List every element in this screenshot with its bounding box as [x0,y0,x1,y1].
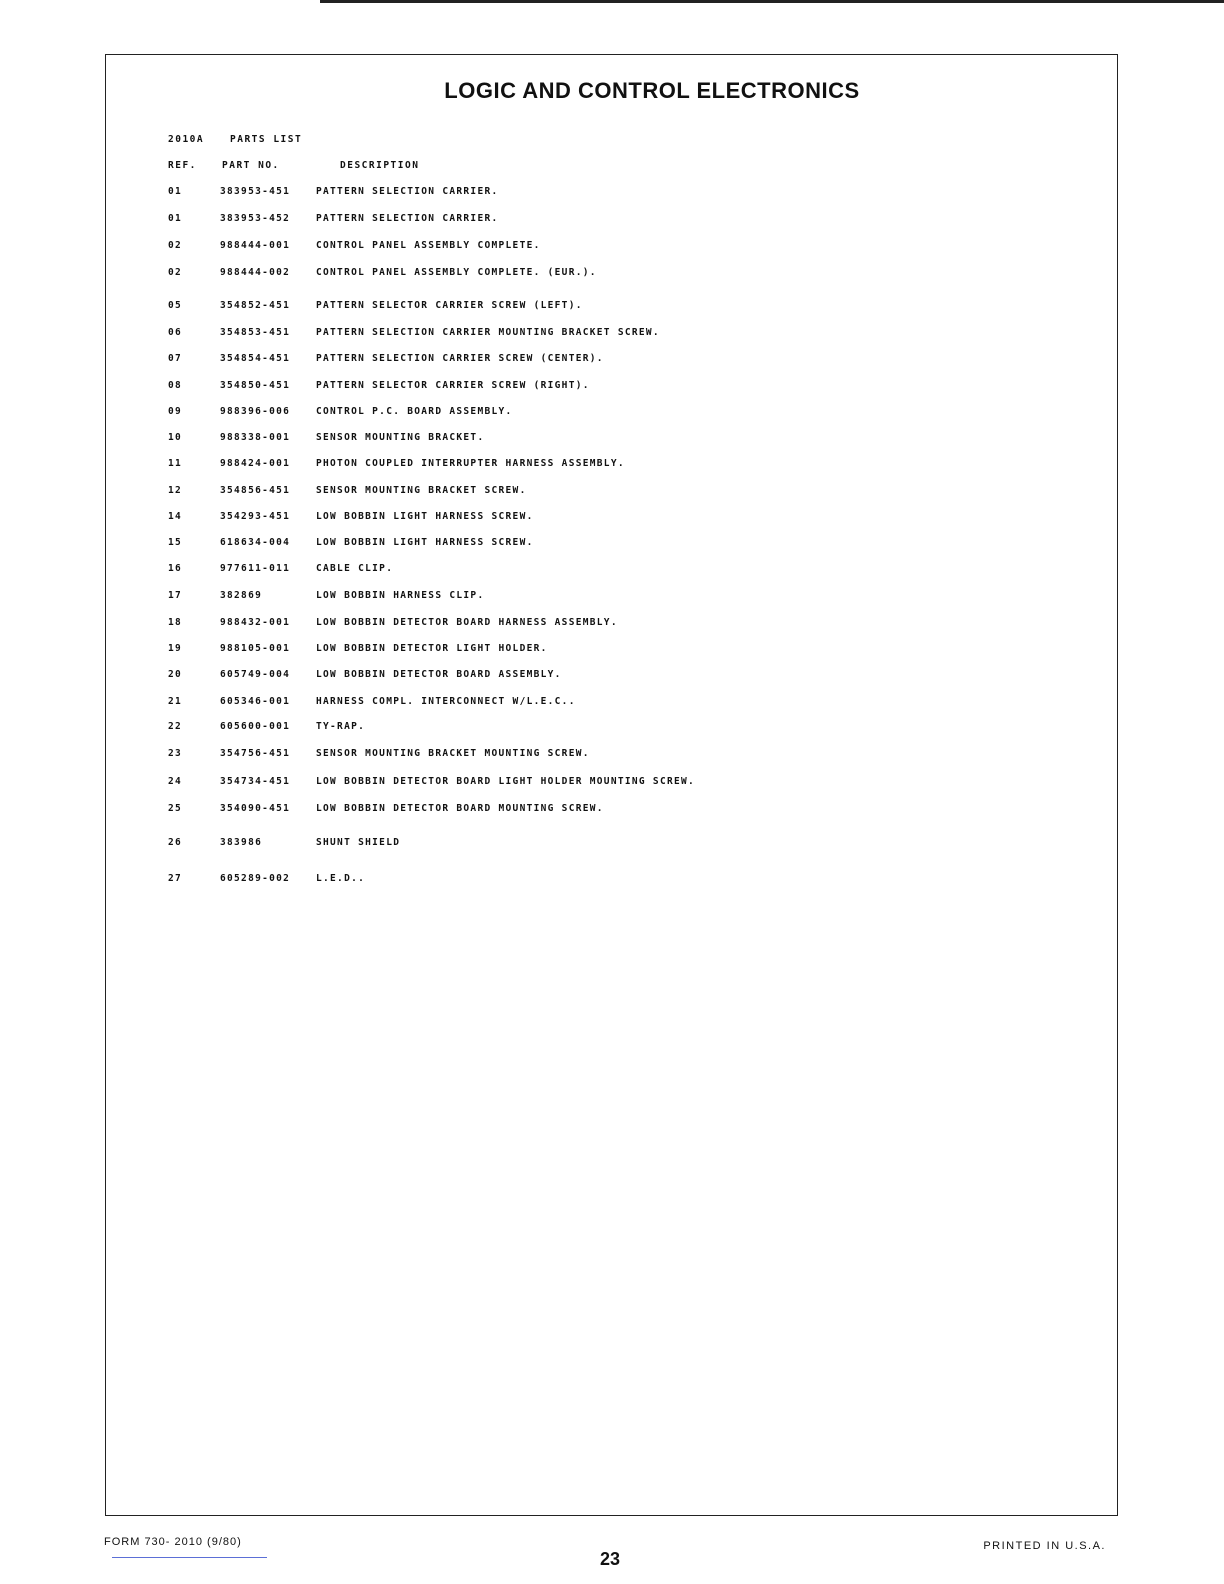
printed-in: PRINTED IN U.S.A. [983,1540,1106,1552]
part-number-cell: 354756-451 [220,748,291,759]
ref-cell: 20 [168,669,183,680]
part-number-cell: 988424-001 [220,458,291,469]
description-cell: HARNESS COMPL. INTERCONNECT W/L.E.C.. [316,696,576,707]
ref-cell: 15 [168,537,183,548]
part-number-cell: 354854-451 [220,353,291,364]
description-cell: CONTROL P.C. BOARD ASSEMBLY. [316,406,513,417]
description-cell: CABLE CLIP. [316,563,394,574]
model-number: 2010A [168,134,205,145]
ref-cell: 02 [168,240,183,251]
description-cell: PATTERN SELECTION CARRIER. [316,186,499,197]
description-cell: L.E.D.. [316,873,366,884]
ref-cell: 02 [168,267,183,278]
description-cell: LOW BOBBIN HARNESS CLIP. [316,590,485,601]
table-row [168,721,868,735]
ref-cell: 23 [168,748,183,759]
description-cell: LOW BOBBIN DETECTOR BOARD MOUNTING SCREW. [316,803,604,814]
table-row [168,617,868,631]
part-number-cell: 382869 [220,590,263,601]
part-number-cell: 605600-001 [220,721,291,732]
table-row [168,803,868,817]
table-row [168,669,868,683]
table-row [168,432,868,446]
part-number-cell: 354852-451 [220,300,291,311]
table-row [168,873,868,887]
ref-cell: 09 [168,406,183,417]
description-cell: PATTERN SELECTION CARRIER. [316,213,499,224]
part-number-cell: 988105-001 [220,643,291,654]
table-row [168,837,868,851]
part-number-cell: 354090-451 [220,803,291,814]
table-row [168,406,868,420]
part-number-cell: 354293-451 [220,511,291,522]
ref-cell: 01 [168,186,183,197]
part-number-cell: 354853-451 [220,327,291,338]
table-row [168,643,868,657]
table-row [168,748,868,762]
description-cell: SHUNT SHIELD [316,837,401,848]
part-number-cell: 354850-451 [220,380,291,391]
ref-cell: 06 [168,327,183,338]
part-number-cell: 988338-001 [220,432,291,443]
part-number-cell: 988396-006 [220,406,291,417]
top-rule [320,0,1224,3]
part-number-cell: 988444-002 [220,267,291,278]
table-row [168,353,868,367]
table-row [168,458,868,472]
table-row [168,696,868,710]
column-header-ref: REF. [168,160,197,171]
part-number-cell: 977611-011 [220,563,291,574]
ref-cell: 12 [168,485,183,496]
table-row [168,240,868,254]
description-cell: SENSOR MOUNTING BRACKET MOUNTING SCREW. [316,748,590,759]
description-cell: TY-RAP. [316,721,366,732]
list-header [168,134,303,145]
description-cell: SENSOR MOUNTING BRACKET SCREW. [316,485,527,496]
table-row [168,300,868,314]
ref-cell: 05 [168,300,183,311]
ref-cell: 25 [168,803,183,814]
part-number-cell: 605346-001 [220,696,291,707]
ref-cell: 10 [168,432,183,443]
ref-cell: 08 [168,380,183,391]
ref-cell: 22 [168,721,183,732]
description-cell: LOW BOBBIN DETECTOR BOARD ASSEMBLY. [316,669,562,680]
ref-cell: 14 [168,511,183,522]
part-number-cell: 354734-451 [220,776,291,787]
ref-cell: 16 [168,563,183,574]
ref-cell: 26 [168,837,183,848]
ref-cell: 18 [168,617,183,628]
table-row [168,537,868,551]
table-row [168,380,868,394]
table-row [168,267,868,281]
table-row [168,590,868,604]
ref-cell: 01 [168,213,183,224]
part-number-cell: 605289-002 [220,873,291,884]
table-row [168,327,868,341]
ref-cell: 07 [168,353,183,364]
description-cell: PATTERN SELECTOR CARRIER SCREW (RIGHT). [316,380,590,391]
part-number-cell: 383953-452 [220,213,291,224]
footer-underline [112,1557,267,1558]
description-cell: LOW BOBBIN LIGHT HARNESS SCREW. [316,537,534,548]
description-cell: PATTERN SELECTOR CARRIER SCREW (LEFT). [316,300,583,311]
table-row [168,213,868,227]
part-number-cell: 383986 [220,837,263,848]
table-row [168,563,868,577]
table-row [168,776,868,790]
description-cell: CONTROL PANEL ASSEMBLY COMPLETE. (EUR.). [316,267,597,278]
part-number-cell: 354856-451 [220,485,291,496]
page-number: 23 [600,1549,621,1569]
column-header-description: DESCRIPTION [340,160,420,171]
part-number-cell: 618634-004 [220,537,291,548]
part-number-cell: 988432-001 [220,617,291,628]
description-cell: LOW BOBBIN DETECTOR BOARD LIGHT HOLDER MOUNTING SCREW. [316,776,696,787]
table-row [168,186,868,200]
part-number-cell: 605749-004 [220,669,291,680]
table-row [168,485,868,499]
ref-cell: 27 [168,873,183,884]
ref-cell: 11 [168,458,183,469]
part-number-cell: 988444-001 [220,240,291,251]
form-number: FORM 730- 2010 (9/80) [104,1536,242,1548]
part-number-cell: 383953-451 [220,186,291,197]
description-cell: PATTERN SELECTION CARRIER MOUNTING BRACKET SCREW. [316,327,660,338]
ref-cell: 19 [168,643,183,654]
description-cell: PATTERN SELECTION CARRIER SCREW (CENTER). [316,353,604,364]
table-row [168,511,868,525]
description-cell: PHOTON COUPLED INTERRUPTER HARNESS ASSEMBLY. [316,458,625,469]
description-cell: LOW BOBBIN DETECTOR LIGHT HOLDER. [316,643,548,654]
ref-cell: 17 [168,590,183,601]
description-cell: CONTROL PANEL ASSEMBLY COMPLETE. [316,240,541,251]
description-cell: LOW BOBBIN LIGHT HARNESS SCREW. [316,511,534,522]
description-cell: LOW BOBBIN DETECTOR BOARD HARNESS ASSEMBLY. [316,617,618,628]
page-title: LOGIC AND CONTROL ELECTRONICS [444,78,860,103]
description-cell: SENSOR MOUNTING BRACKET. [316,432,485,443]
ref-cell: 21 [168,696,183,707]
list-title: PARTS LIST [230,134,303,145]
column-header-part: PART NO. [222,160,280,171]
ref-cell: 24 [168,776,183,787]
